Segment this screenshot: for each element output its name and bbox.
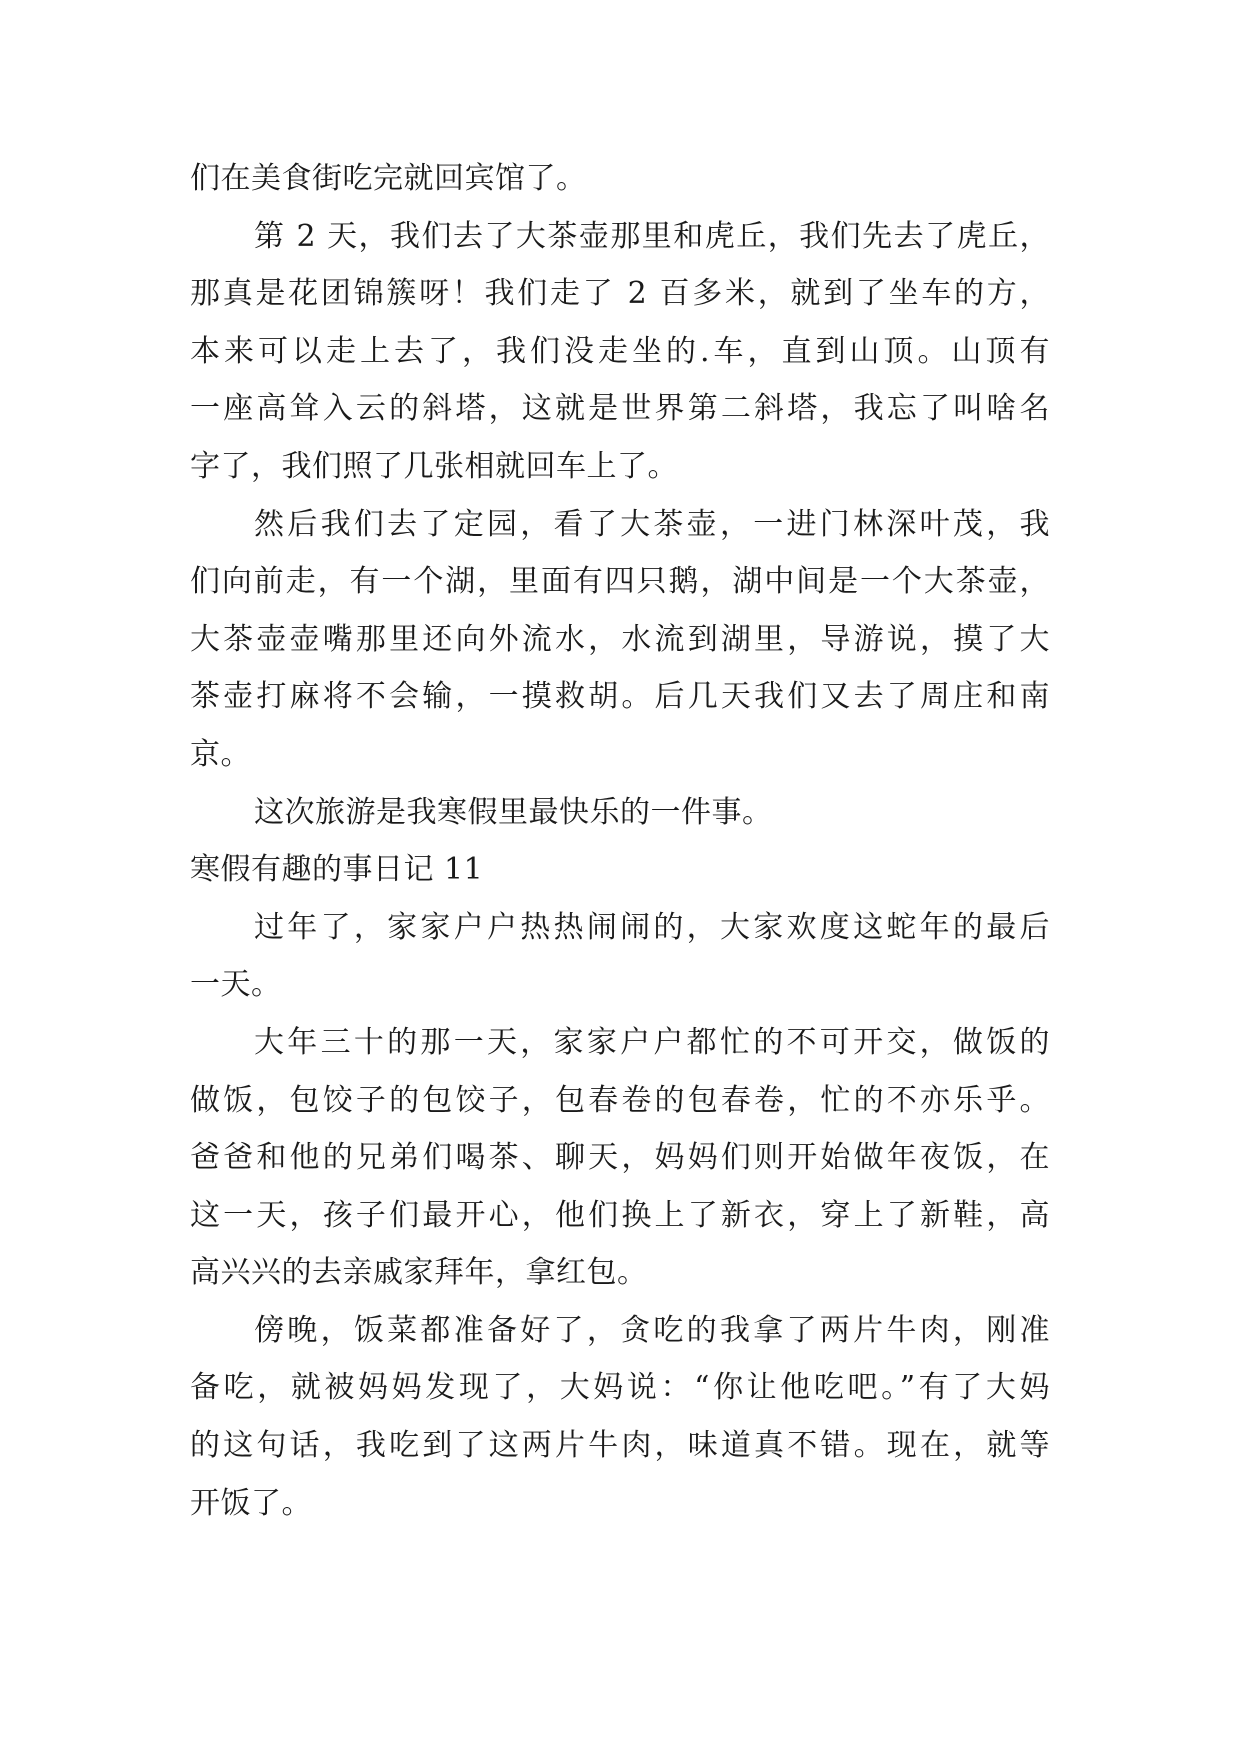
paragraph-line: 这一天，孩子们最开心，他们换上了新衣，穿上了新鞋，高 bbox=[190, 1197, 1050, 1233]
paragraph-line: 然后我们去了定园，看了大茶壶，一进门林深叶茂，我 bbox=[254, 506, 1050, 542]
paragraph-line: 这次旅游是我寒假里最快乐的一件事。 bbox=[254, 794, 773, 830]
paragraph-line: 第 2 天，我们去了大茶壶那里和虎丘，我们先去了虎丘， bbox=[254, 218, 1050, 254]
paragraph-line: 京。 bbox=[190, 736, 251, 772]
paragraph-line: 们在美食街吃完就回宾馆了。 bbox=[190, 161, 587, 196]
paragraph-line: 一座高耸入云的斜塔，这就是世界第二斜塔，我忘了叫啥名 bbox=[190, 391, 1050, 427]
paragraph-line: 备吃，就被妈妈发现了，大妈说：“你让他吃吧。”有了大妈 bbox=[190, 1370, 1050, 1406]
paragraph-line: 过年了，家家户户热热闹闹的，大家欢度这蛇年的最后 bbox=[254, 909, 1050, 945]
paragraph-line: 那真是花团锦簇呀！我们走了 2 百多米，就到了坐车的方， bbox=[190, 276, 1050, 312]
paragraph-line: 本来可以走上去了，我们没走坐的.车，直到山顶。山顶有 bbox=[190, 333, 1050, 369]
paragraph-line: 高兴兴的去亲戚家拜年，拿红包。 bbox=[190, 1255, 648, 1291]
paragraph-line: 茶壶打麻将不会输，一摸救胡。后几天我们又去了周庄和南 bbox=[190, 679, 1050, 715]
paragraph-line: 开饭了。 bbox=[190, 1485, 312, 1521]
paragraph-line: 的这句话，我吃到了这两片牛肉，味道真不错。现在，就等 bbox=[190, 1428, 1050, 1464]
paragraph-line: 们向前走，有一个湖，里面有四只鹅，湖中间是一个大茶壶， bbox=[190, 564, 1050, 600]
document-body bbox=[190, 150, 1050, 1532]
paragraph-line: 字了，我们照了几张相就回车上了。 bbox=[190, 448, 678, 484]
paragraph-line: 做饭，包饺子的包饺子，包春卷的包春卷，忙的不亦乐乎。 bbox=[190, 1082, 1050, 1118]
paragraph-line: 大茶壶壶嘴那里还向外流水，水流到湖里，导游说，摸了大 bbox=[190, 621, 1050, 657]
section-heading: 寒假有趣的事日记 11 bbox=[190, 852, 484, 888]
paragraph-line: 大年三十的那一天，家家户户都忙的不可开交，做饭的 bbox=[254, 1024, 1050, 1060]
paragraph-line: 傍晚，饭菜都准备好了，贪吃的我拿了两片牛肉，刚准 bbox=[254, 1312, 1050, 1348]
paragraph-line: 爸爸和他的兄弟们喝茶、聊天，妈妈们则开始做年夜饭，在 bbox=[190, 1140, 1050, 1176]
paragraph-line: 一天。 bbox=[190, 967, 282, 1003]
